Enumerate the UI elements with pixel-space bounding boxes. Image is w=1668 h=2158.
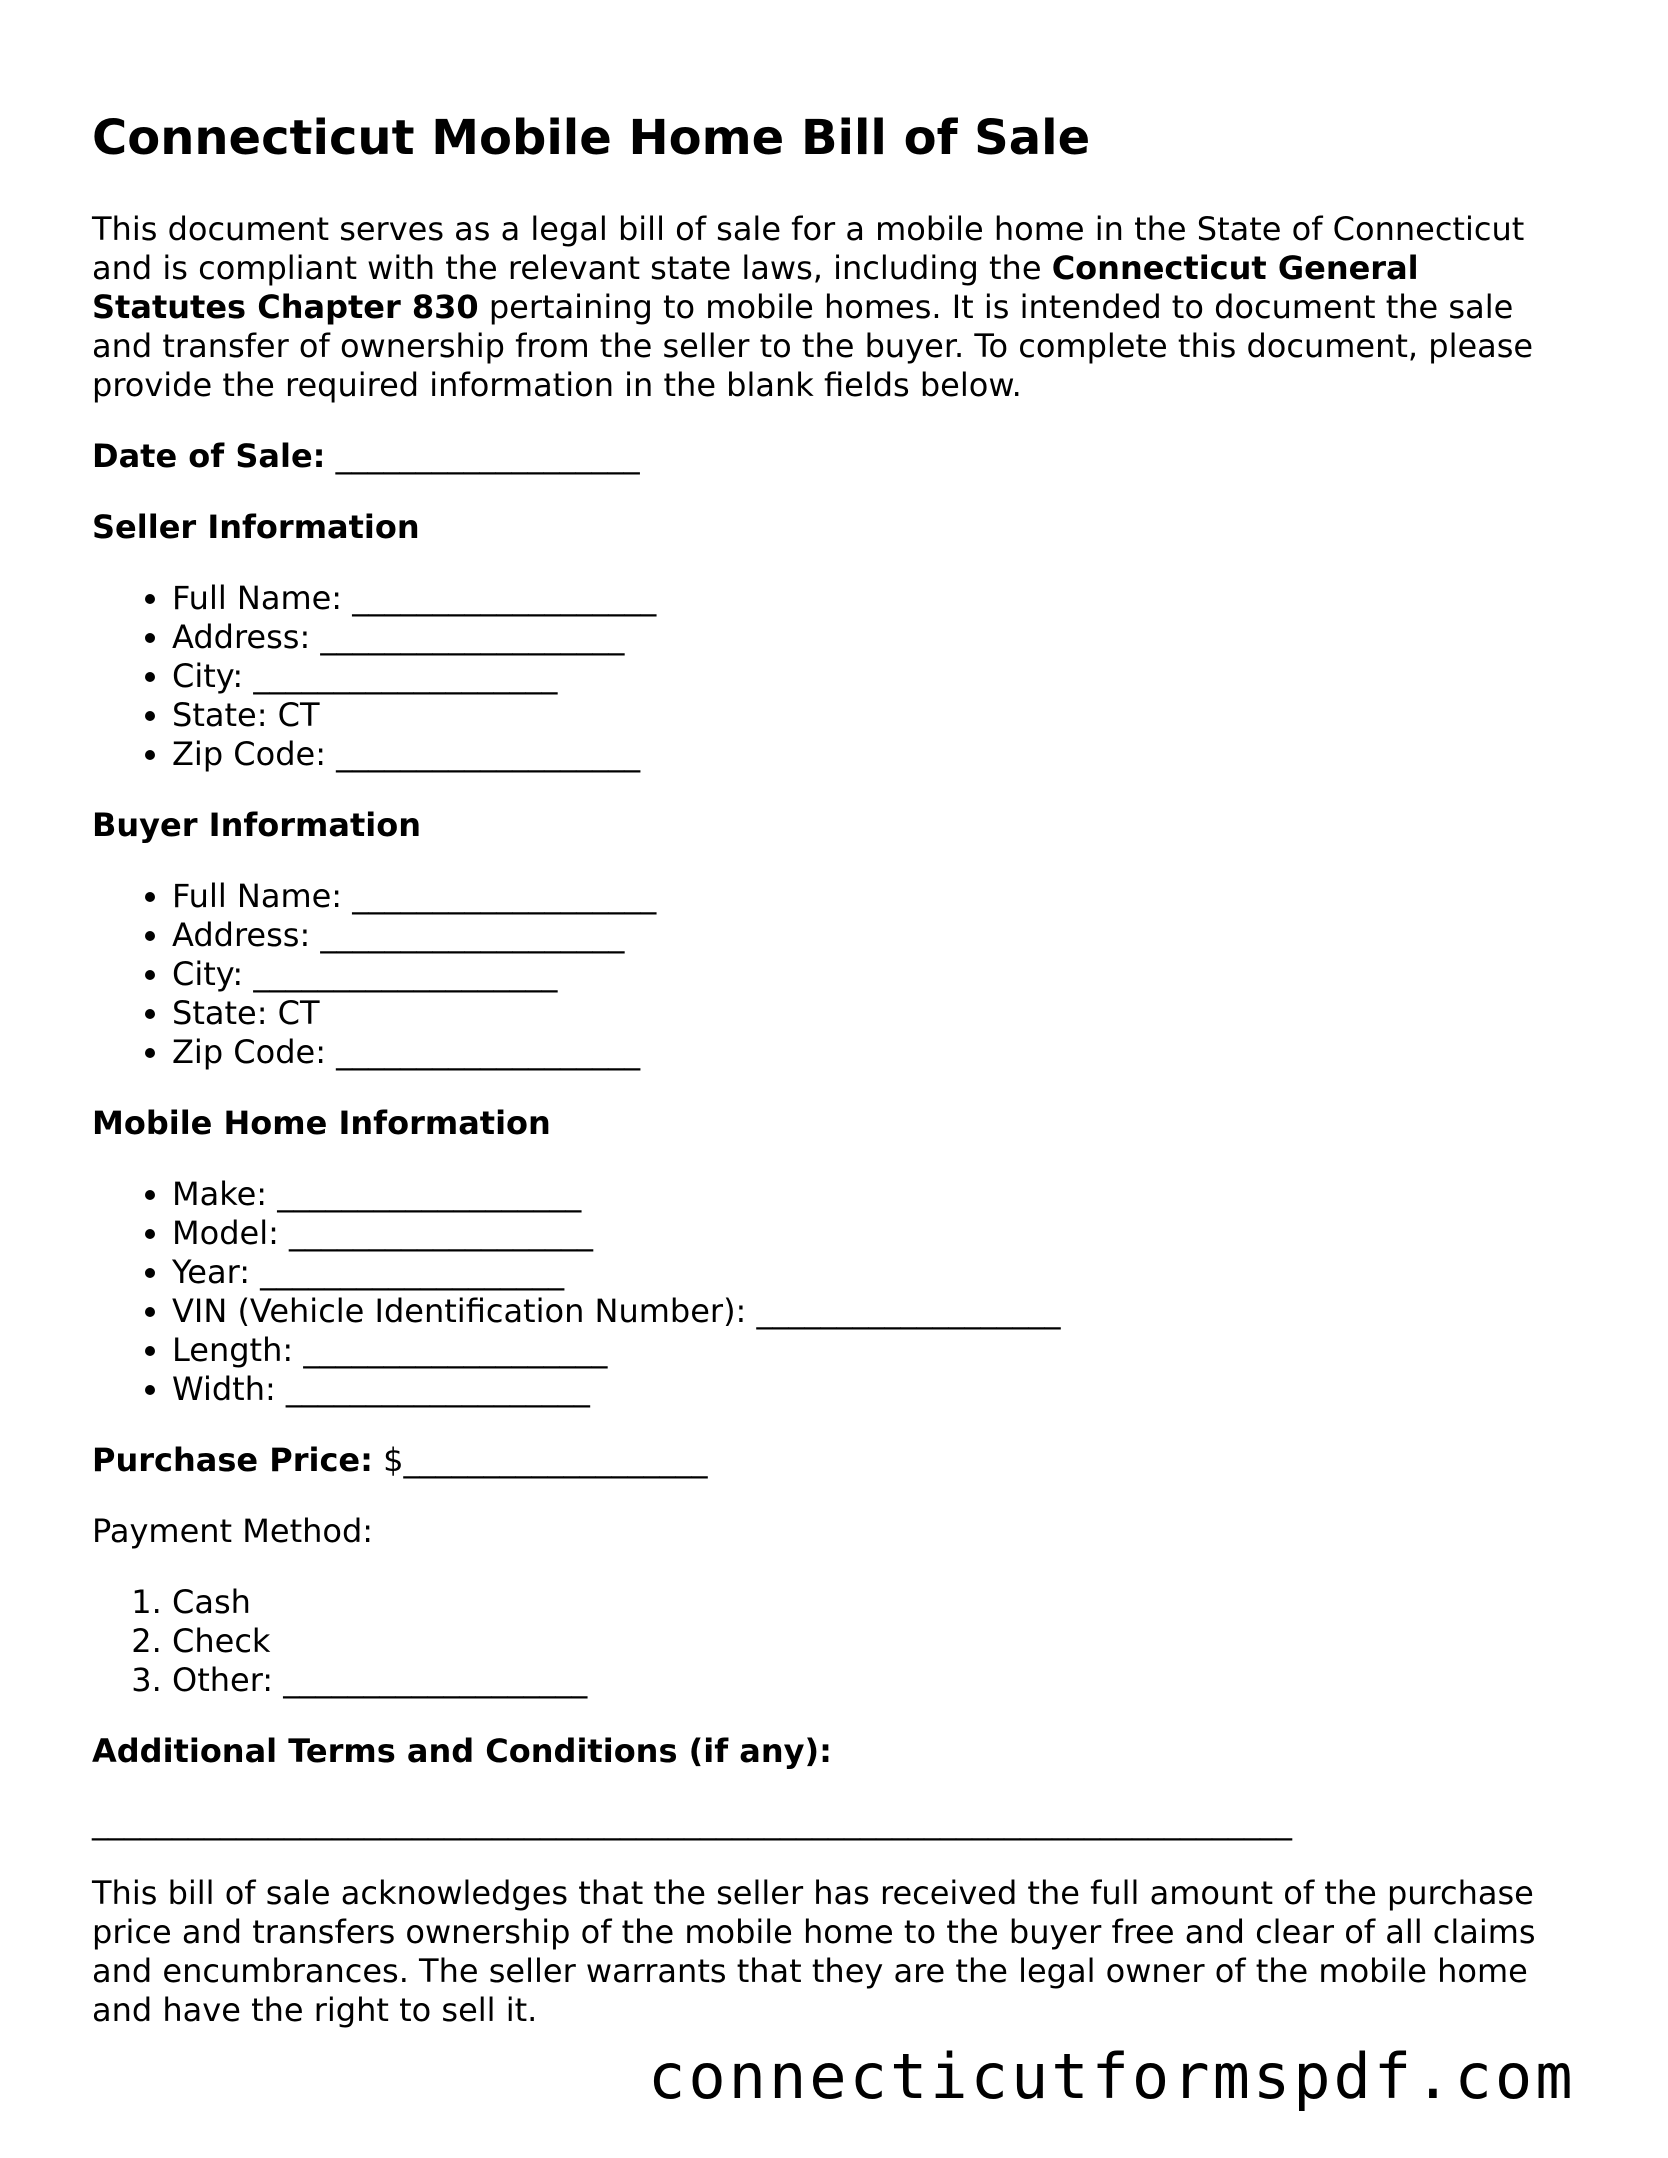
payment-option-cash[interactable]: 1. Cash: [172, 1583, 1572, 1622]
closing-paragraph: This bill of sale acknowledges that the seller has received the full amount of the purchase price and transfers ownership of the mobile home to the buyer free and clear of all claims and encumbrances. The seller warrants that they are the legal owner of the mobile home and have the right to sell it.: [92, 1874, 1536, 2029]
seller-address[interactable]: • Address: ___________________: [172, 618, 1572, 657]
purchase-price-field[interactable]: $___________________: [383, 1441, 708, 1479]
mobile-home-heading: Mobile Home Information: [92, 1104, 551, 1142]
date-of-sale-label: Date of Sale:: [92, 437, 326, 475]
payment-method-list: [92, 1583, 1572, 1700]
mobile-home-model[interactable]: • Model: ___________________: [172, 1214, 1572, 1253]
purchase-price: [92, 1441, 1572, 1480]
seller-zip[interactable]: • Zip Code: ___________________: [172, 735, 1572, 774]
buyer-address[interactable]: • Address: ___________________: [172, 916, 1572, 955]
intro-text-2: pertaining to mobile homes. It is intended to document the sale and transfer of ownership from the seller to the buyer. To complete this document, please provide the required information in the blank fields below.: [92, 288, 1534, 404]
terms-field[interactable]: ___________________________________________________________________________: [92, 1803, 1292, 1841]
mobile-home-make[interactable]: • Make: ___________________: [172, 1175, 1572, 1214]
seller-state: • State: CT: [172, 696, 1572, 735]
buyer-heading: Buyer Information: [92, 806, 421, 844]
payment-option-check[interactable]: 2. Check: [172, 1622, 1572, 1661]
intro-statute: Connecticut General Statutes Chapter 830: [92, 249, 1419, 326]
date-of-sale: [92, 437, 1572, 476]
mobile-home-width[interactable]: • Width: ___________________: [172, 1370, 1572, 1409]
payment-method-label: Payment Method:: [92, 1512, 374, 1550]
document-page: [92, 110, 1572, 2062]
mobile-home-list: [92, 1175, 1572, 1409]
seller-full-name[interactable]: • Full Name: ___________________: [172, 579, 1572, 618]
payment-option-other[interactable]: 3. Other: ___________________: [172, 1661, 1572, 1700]
buyer-list: [92, 877, 1572, 1072]
buyer-state: • State: CT: [172, 994, 1572, 1033]
page-title: Connecticut Mobile Home Bill of Sale: [92, 110, 1091, 166]
mobile-home-vin[interactable]: • VIN (Vehicle Identification Number): ___________________: [172, 1292, 1572, 1331]
intro-paragraph: [92, 210, 1572, 405]
seller-heading: Seller Information: [92, 508, 420, 546]
mobile-home-length[interactable]: • Length: ___________________: [172, 1331, 1572, 1370]
terms-heading: Additional Terms and Conditions (if any):: [92, 1732, 832, 1770]
intro-text-1: This document serves as a legal bill of sale for a mobile home in the State of Connecticut and is compliant with the relevant state laws, including the: [92, 210, 1525, 287]
site-watermark: connecticutformspdf.com: [648, 2040, 1576, 2113]
buyer-city[interactable]: • City: ___________________: [172, 955, 1572, 994]
seller-city[interactable]: • City: ___________________: [172, 657, 1572, 696]
buyer-full-name[interactable]: • Full Name: ___________________: [172, 877, 1572, 916]
purchase-price-label: Purchase Price:: [92, 1441, 373, 1479]
buyer-zip[interactable]: • Zip Code: ___________________: [172, 1033, 1572, 1072]
mobile-home-year[interactable]: • Year: ___________________: [172, 1253, 1572, 1292]
date-of-sale-field[interactable]: ___________________: [335, 437, 640, 475]
seller-list: [92, 579, 1572, 774]
